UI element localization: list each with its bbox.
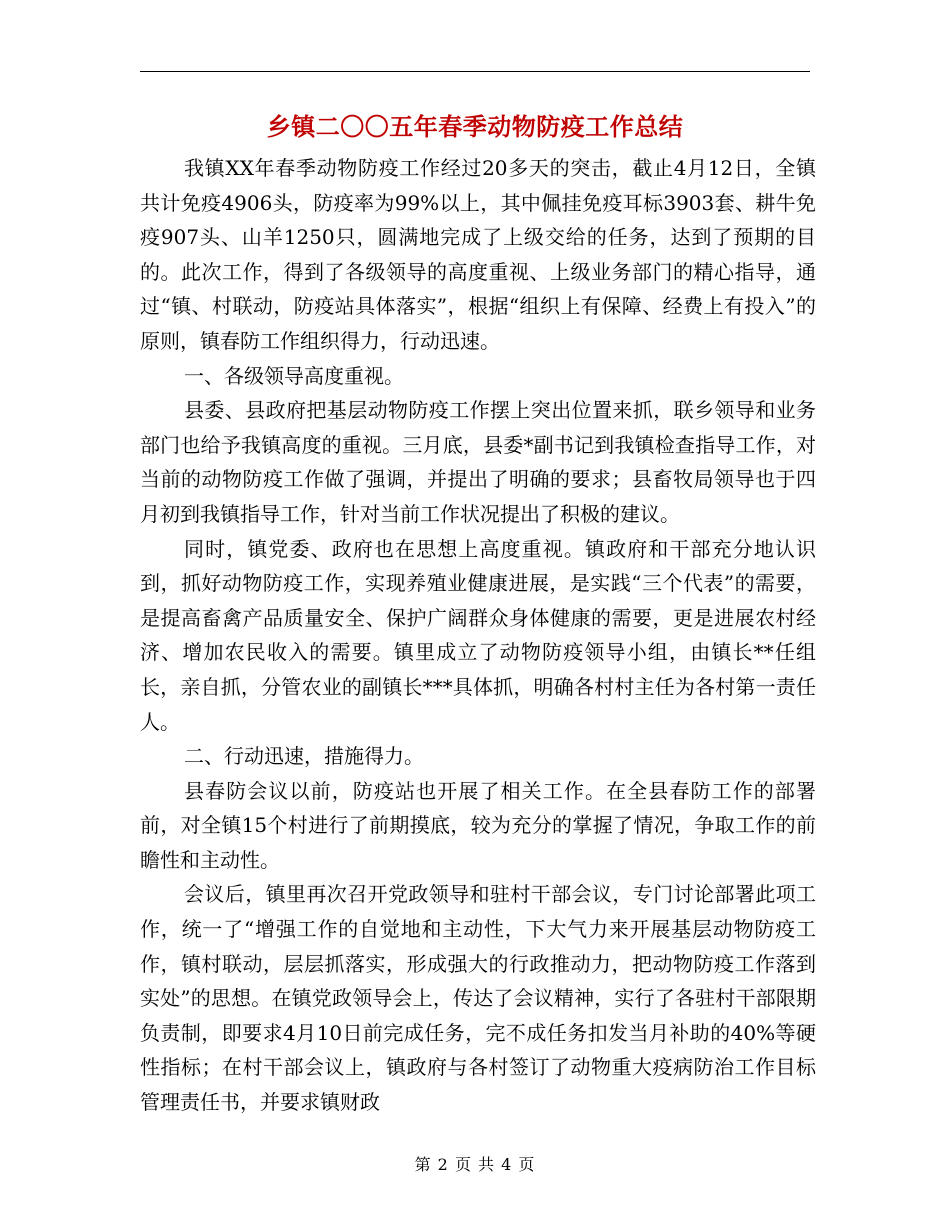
paragraph-summary: 我镇XX年春季动物防疫工作经过20多天的突击，截止4月12日，全镇共计免疫4906头，防疫率为99%以上，其中佩挂免疫耳标3903套、耕牛免疫907头、山羊1250只，圆满地完成了上级交给的任务，达到了预期的目的。此次工作，得到了各级领导的高度重视、上级业务部门的精心指导，通过“镇、村联动，防疫站具体落实”，根据“组织上有保障、经费上有投入”的原则，镇春防工作组织得力，行动迅速。 (140, 156, 816, 353)
paragraph-meeting: 会议后，镇里再次召开党政领导和驻村干部会议，专门讨论部署此项工作，统一了“增强工作的自觉地和主动性，下大气力来开展基层动物防疫工作，镇村联动，层层抓落实，形成强大的行政推动力，把动物防疫工作落到实处”的思想。在镇党政领导会上，传达了会议精神，实行了各驻村干部限期负责制，即要求4月10日前完成任务，完不成任务扣发当月补助的40%等硬性指标；在村干部会议上，镇政府与各村签订了动物重大疫病防治工作目标管理责任书，并要求镇财政 (140, 882, 816, 1115)
section-heading-1: 一、各级领导高度重视。 (184, 363, 404, 388)
page-number: 第 2 页 共 4 页 (414, 1155, 536, 1174)
paragraph-town-leadership: 同时，镇党委、政府也在思想上高度重视。镇政府和干部充分地认识到，抓好动物防疫工作，实现养殖业健康进展，是实践“三个代表”的需要，是提高畜禽产品质量安全、保护广阔群众身体健康的需要，更是进展农村经济、增加农民收入的需要。镇里成立了动物防疫领导小组，由镇长**任组长，亲自抓，分管农业的副镇长***具体抓，明确各村村主任为各村第一责任人。 (140, 536, 816, 734)
document-title: 乡镇二〇〇五年春季动物防疫工作总结 (266, 112, 684, 141)
paragraph-county-leadership: 县委、县政府把基层动物防疫工作摆上突出位置来抓，联乡领导和业务部门也给予我镇高度的重视。三月底，县委*副书记到我镇检查指导工作，对当前的动物防疫工作做了强调，并提出了明确的要求；县畜牧局领导也于四月初到我镇指导工作，针对当前工作状况提出了积极的建议。 (140, 398, 816, 526)
paragraph-preparation: 县春防会议以前，防疫站也开展了相关工作。在全县春防工作的部署前，对全镇15个村进行了前期摸底，较为充分的掌握了情况，争取工作的前瞻性和主动性。 (140, 778, 816, 872)
header-rule (140, 71, 810, 72)
section-heading-2: 二、行动迅速，措施得力。 (184, 744, 424, 769)
document-body (140, 151, 816, 1120)
